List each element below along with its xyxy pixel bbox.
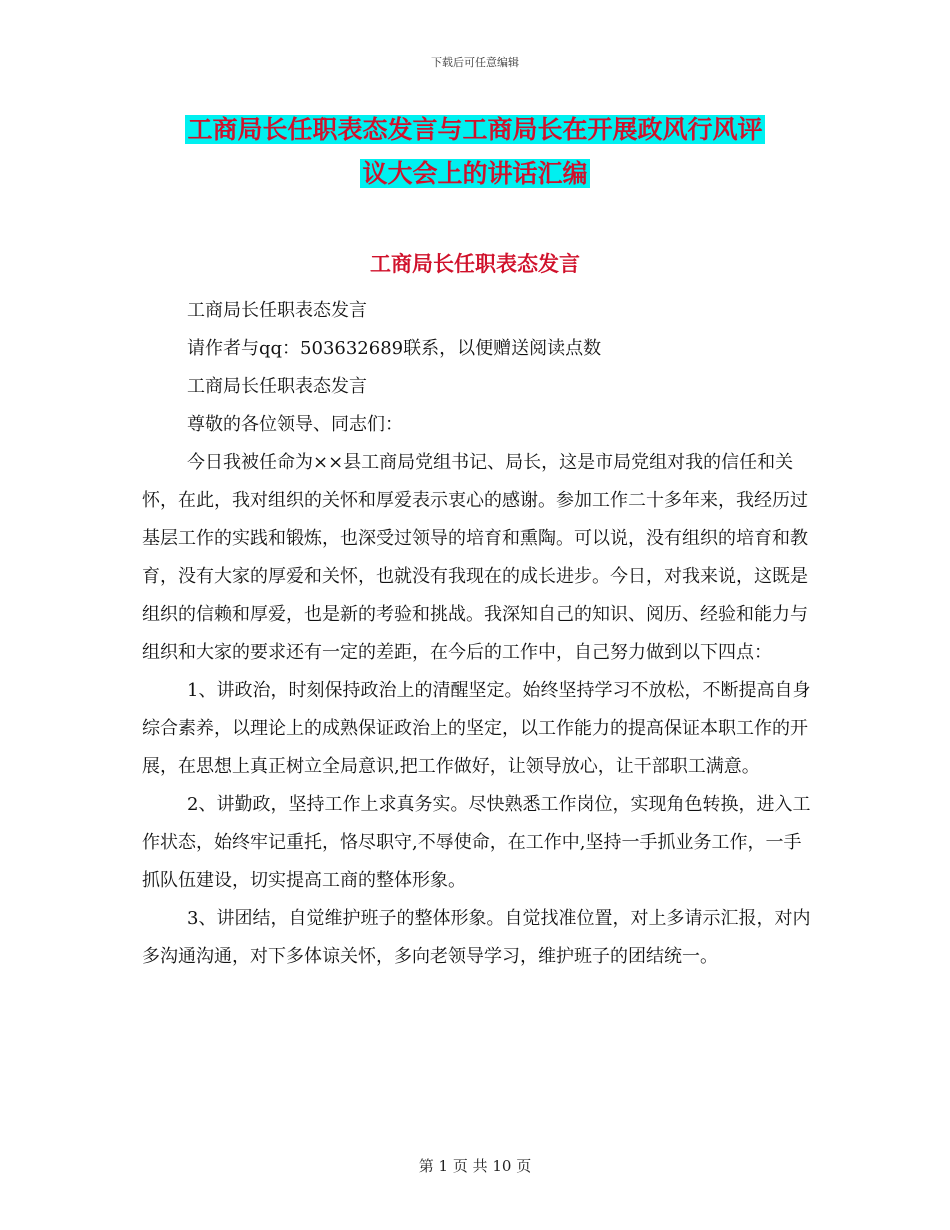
section-title: 工商局长任职表态发言 <box>370 252 580 276</box>
page-number-footer: 第 1 页 共 10 页 <box>418 1157 532 1175</box>
paragraph-point-1: 1、讲政治，时刻保持政治上的清醒坚定。始终坚持学习不放松，不断提高自身综合素养，以理论上的成熟保证政治上的坚定，以工作能力的提高保证本职工作的开展，在思想上真正树立全局意识,把工作做好，让领导放心，让干部职工满意。 <box>142 680 811 777</box>
paragraph-intro: 今日我被任命为××县工商局党组书记、局长，这是市局党组对我的信任和关怀，在此，我对组织的关怀和厚爱表示衷心的感谢。参加工作二十多年来，我经历过基层工作的实践和锻炼，也深受过领导的培育和熏陶。可以说，没有组织的培育和教育，没有大家的厚爱和关怀，也就没有我现在的成长进步。今日，对我来说，这既是组织的信赖和厚爱，也是新的考验和挑战。我深知自己的知识、阅历、经验和能力与组织和大家的要求还有一定的差距，在今后的工作中，自己努力做到以下四点： <box>142 452 808 663</box>
paragraph-subtitle-repeat: 工商局长任职表态发言 <box>187 376 367 397</box>
header-note: 下载后可任意编辑 <box>431 56 519 69</box>
document-body <box>142 292 812 976</box>
paragraph-point-2: 2、讲勤政，坚持工作上求真务实。尽快熟悉工作岗位，实现角色转换，进入工作状态，始终牢记重托，恪尽职守,不辱使命，在工作中,坚持一手抓业务工作，一手抓队伍建设，切实提高工商的整体形象。 <box>142 794 811 891</box>
document-title-text-1: 工商局长任职表态发言与工商局长在开展政风行风评 <box>187 115 763 144</box>
paragraph-subtitle: 工商局长任职表态发言 <box>187 300 367 321</box>
document-title-line-2 <box>0 156 950 192</box>
document-title-text-2: 议大会上的讲话汇编 <box>362 159 588 188</box>
paragraph-salutation: 尊敬的各位领导、同志们： <box>187 414 403 435</box>
paragraph-contact-note: 请作者与qq：503632689联系，以便赠送阅读点数 <box>187 338 602 359</box>
paragraph-point-3: 3、讲团结，自觉维护班子的整体形象。自觉找准位置，对上多请示汇报，对内多沟通沟通，对下多体谅关怀，多向老领导学习，维护班子的团结统一。 <box>142 908 811 967</box>
document-title-line-1 <box>0 112 950 148</box>
